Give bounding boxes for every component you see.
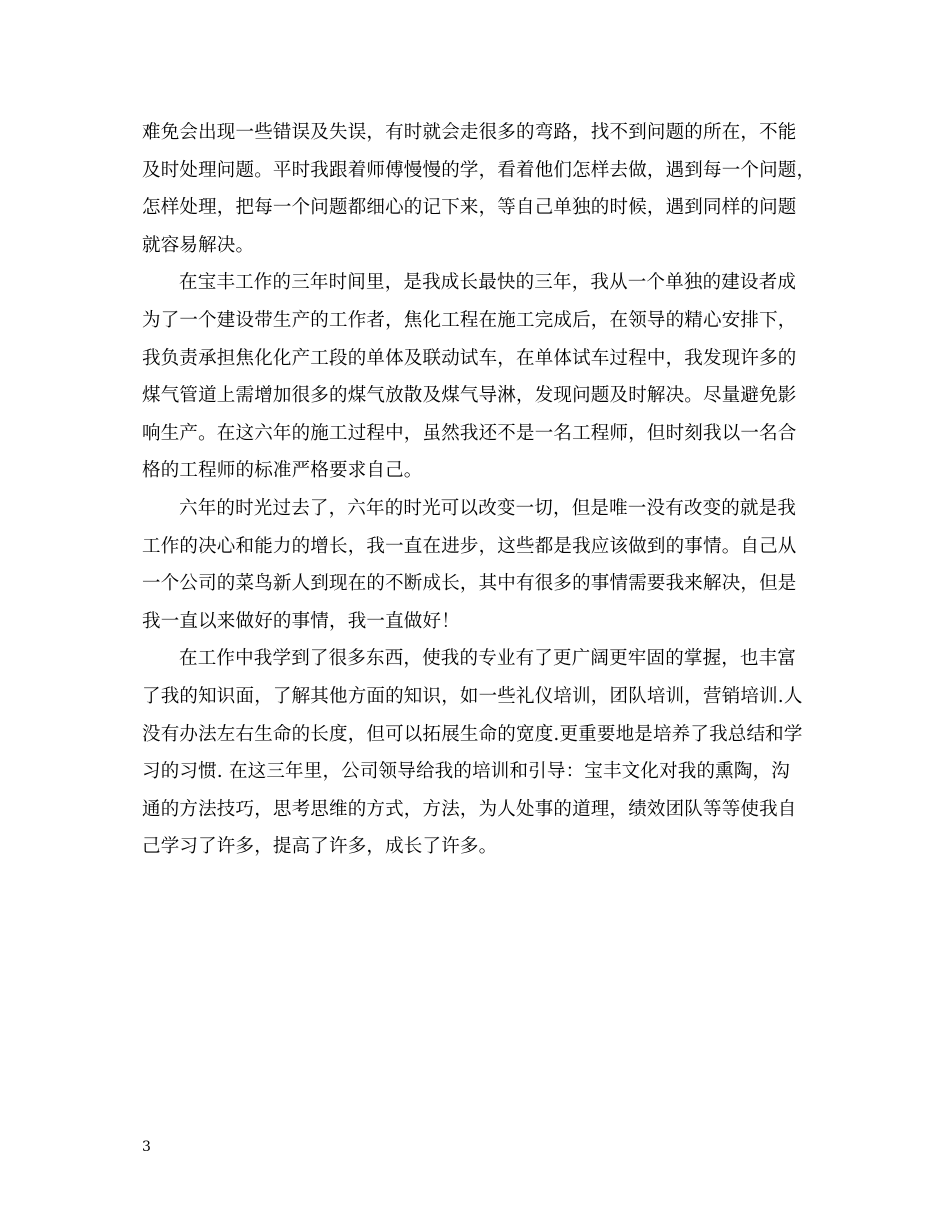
- paragraph-4-line-3: 没有办法左右生命的长度，但可以拓展生命的宽度.更重要地是培养了我总结和学: [142, 723, 803, 745]
- paragraph-4-line-1: 在工作中我学到了很多东西，使我的专业有了更广阔更牢固的掌握，也丰富: [179, 648, 797, 670]
- paragraph-4-line-2: 了我的知识面，了解其他方面的知识，如一些礼仪培训，团队培训，营销培训.人: [142, 685, 803, 707]
- paragraph-3-line-4: 我一直以来做好的事情，我一直做好！: [142, 610, 460, 632]
- paragraph-1-line-1: 难免会出现一些错误及失误，有时就会走很多的弯路，找不到问题的所在，不能: [142, 122, 797, 143]
- paragraph-1-line-2: 及时处理问题。平时我跟着师傅慢慢的学，看着他们怎样去做，遇到每一个问题，: [142, 159, 816, 181]
- body-text: [142, 114, 816, 866]
- paragraph-4-line-6: 己学习了许多，提高了许多，成长了许多。: [142, 836, 498, 858]
- paragraph-2-line-3: 我负责承担焦化化产工段的单体及联动试车，在单体试车过程中，我发现许多的: [142, 347, 797, 369]
- paragraph-2-line-6: 格的工程师的标准严格要求自己。: [142, 460, 423, 482]
- paragraph-3-line-2: 工作的决心和能力的增长，我一直在进步，这些都是我应该做到的事情。自己从: [142, 535, 797, 557]
- paragraph-2-line-4: 煤气管道上需增加很多的煤气放散及煤气导淋，发现问题及时解决。尽量避免影: [142, 385, 797, 407]
- paragraph-1-line-4: 就容易解决。: [142, 234, 255, 256]
- paragraph-1-line-3: 怎样处理，把每一个问题都细心的记下来，等自己单独的时候，遇到同样的问题: [142, 197, 797, 219]
- paragraph-4-line-5: 通的方法技巧，思考思维的方式，方法，为人处事的道理，绩效团队等等使我自: [142, 798, 797, 820]
- paragraph-3-line-1: 六年的时光过去了，六年的时光可以改变一切，但是唯一没有改变的就是我: [179, 497, 797, 519]
- paragraph-2-line-1: 在宝丰工作的三年时间里，是我成长最快的三年，我从一个单独的建设者成: [179, 272, 797, 294]
- paragraph-3-line-3: 一个公司的菜鸟新人到现在的不断成长，其中有很多的事情需要我来解决，但是: [142, 573, 797, 595]
- paragraph-4-line-4: 习的习惯. 在这三年里，公司领导给我的培训和引导：宝丰文化对我的熏陶，沟: [142, 761, 790, 783]
- paragraph-2-line-5: 响生产。在这六年的施工过程中，虽然我还不是一名工程师，但时刻我以一名合: [142, 422, 797, 444]
- page-number: 3: [142, 1139, 151, 1155]
- paragraph-2-line-2: 为了一个建设带生产的工作者，焦化工程在施工完成后，在领导的精心安排下，: [142, 309, 797, 331]
